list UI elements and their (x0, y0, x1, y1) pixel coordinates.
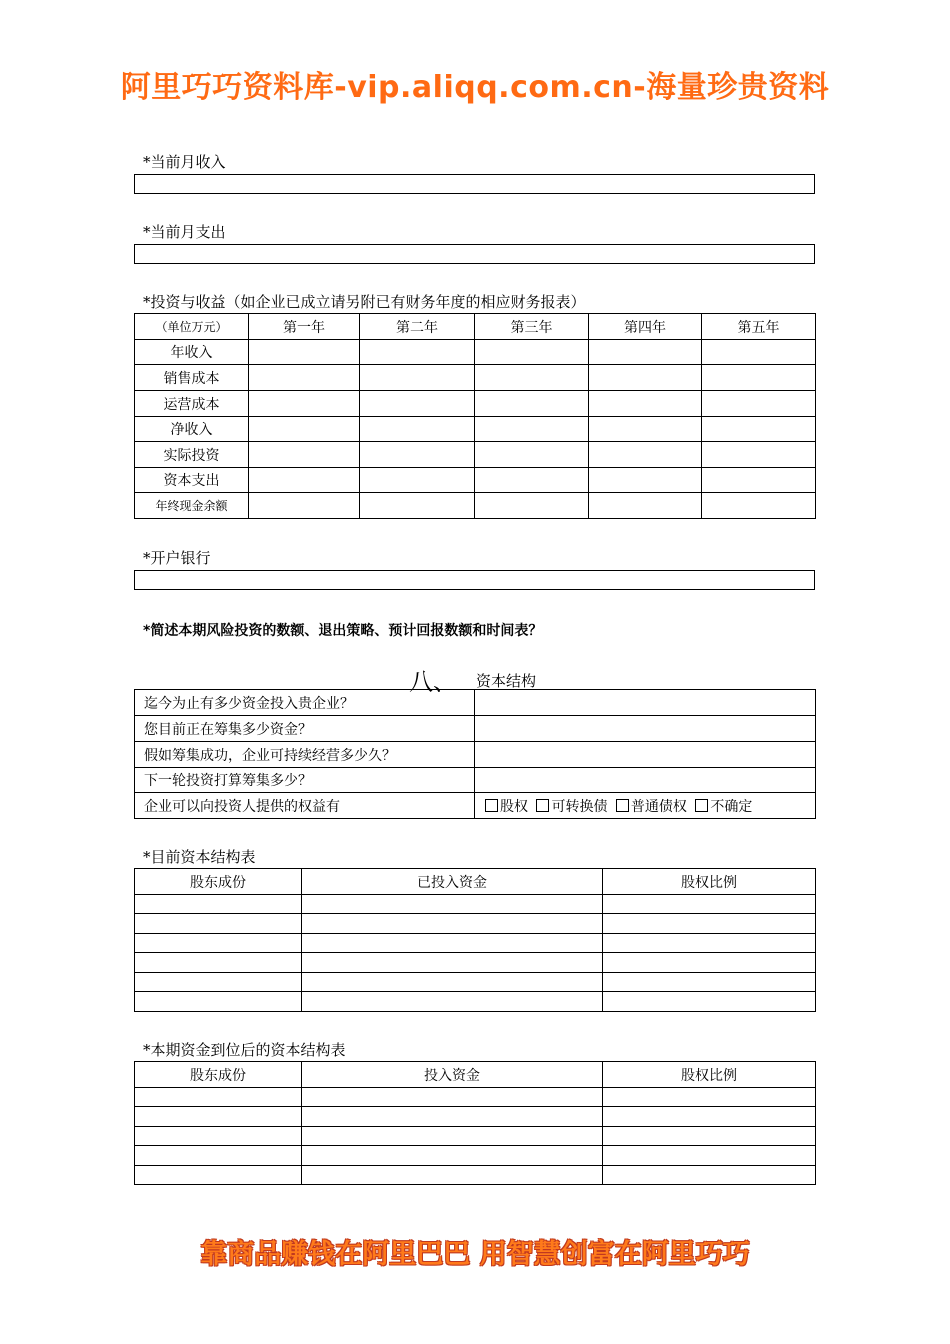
equity-options (475, 793, 816, 819)
cell[interactable] (475, 493, 589, 519)
cell[interactable] (302, 953, 603, 973)
row-label: 资本支出 (135, 468, 249, 493)
current-structure-table (134, 868, 816, 1012)
cell[interactable] (249, 493, 360, 519)
year-header: 第三年 (475, 314, 589, 340)
cell[interactable] (603, 1107, 816, 1127)
monthly-expense-label: *当前月支出 (143, 223, 226, 241)
question-cell: 假如筹集成功，企业可持续经营多少久？ (135, 742, 475, 768)
question-cell: 您目前正在筹集多少资金？ (135, 716, 475, 742)
section-title: 资本结构 (476, 672, 537, 690)
convertible-checkbox[interactable] (536, 799, 549, 812)
option-label: 不确定 (710, 798, 753, 815)
cell[interactable] (302, 1088, 603, 1107)
after-structure-table (134, 1061, 816, 1185)
cell[interactable] (135, 1088, 302, 1107)
cell[interactable] (249, 468, 360, 493)
cell[interactable] (249, 417, 360, 442)
cell[interactable] (135, 1166, 302, 1185)
cell[interactable] (135, 953, 302, 973)
section-number: 八、 (409, 668, 457, 696)
cell[interactable] (135, 914, 302, 934)
cell[interactable] (589, 468, 702, 493)
question-cell: 下一轮投资打算筹集多少？ (135, 768, 475, 793)
question-cell: 迄今为止有多少资金投入贵企业？ (135, 690, 475, 716)
after-structure-title: *本期资金到位后的资本结构表 (143, 1041, 346, 1059)
unit-cell: （单位万元） (135, 314, 249, 340)
bottom-banner: 靠商品赚钱在阿里巴巴 用智慧创富在阿里巧巧 (200, 1239, 750, 1270)
cell[interactable] (702, 340, 816, 365)
cell[interactable] (702, 442, 816, 468)
cell[interactable] (589, 417, 702, 442)
row-label: 年收入 (135, 340, 249, 365)
capital-structure-table (134, 689, 816, 819)
bank-label: *开户银行 (143, 549, 211, 567)
cell[interactable] (589, 493, 702, 519)
cell[interactable] (302, 914, 603, 934)
equity-checkbox[interactable] (485, 799, 498, 812)
cell[interactable] (475, 340, 589, 365)
year-header: 第五年 (702, 314, 816, 340)
cell[interactable] (249, 365, 360, 391)
cell[interactable] (249, 340, 360, 365)
bank-input[interactable] (134, 570, 815, 590)
header-cell: 股东成份 (135, 1062, 302, 1088)
cell[interactable] (603, 895, 816, 914)
cell[interactable] (135, 1146, 302, 1166)
cell[interactable] (135, 1107, 302, 1127)
row-label: 运营成本 (135, 391, 249, 417)
cell[interactable] (702, 391, 816, 417)
row-label: 实际投资 (135, 442, 249, 468)
cell[interactable] (302, 1166, 603, 1185)
cell[interactable] (360, 493, 475, 519)
cell[interactable] (302, 973, 603, 992)
year-header: 第四年 (589, 314, 702, 340)
option-label: 普通债权 (630, 798, 687, 815)
cell[interactable] (603, 914, 816, 934)
cell[interactable] (603, 1166, 816, 1185)
option-label: 可转换债 (551, 798, 608, 815)
cell[interactable] (589, 442, 702, 468)
cell[interactable] (360, 442, 475, 468)
cell[interactable] (249, 442, 360, 468)
cell[interactable] (475, 417, 589, 442)
monthly-income-input[interactable] (134, 174, 815, 194)
answer-cell[interactable] (475, 742, 816, 768)
cell[interactable] (302, 895, 603, 914)
cell[interactable] (135, 1127, 302, 1146)
investment-question: *简述本期风险投资的数额、退出策略、预计回报数额和时间表？ (143, 623, 543, 639)
cell[interactable] (360, 391, 475, 417)
cell[interactable] (475, 468, 589, 493)
cell[interactable] (475, 442, 589, 468)
undecided-checkbox[interactable] (695, 799, 708, 812)
monthly-expense-input[interactable] (134, 244, 815, 264)
answer-cell[interactable] (475, 716, 816, 742)
investment-title: *投资与收益（如企业已成立请另附已有财务年度的相应财务报表） (143, 293, 586, 311)
cell[interactable] (603, 934, 816, 953)
cell[interactable] (249, 391, 360, 417)
cell[interactable] (302, 1127, 603, 1146)
cell[interactable] (603, 953, 816, 973)
cell[interactable] (702, 365, 816, 391)
answer-cell[interactable] (475, 690, 816, 716)
cell[interactable] (302, 934, 603, 953)
header-cell: 投入资金 (302, 1062, 603, 1088)
answer-cell[interactable] (475, 768, 816, 793)
option-label: 股权 (500, 798, 528, 815)
monthly-income-label: *当前月收入 (143, 153, 226, 171)
cell[interactable] (360, 417, 475, 442)
cell[interactable] (475, 391, 589, 417)
cell[interactable] (360, 365, 475, 391)
cell[interactable] (360, 340, 475, 365)
top-banner: 阿里巧巧资料库-vip.aliqq.com.cn-海量珍贵资料 (120, 70, 830, 105)
current-structure-title: *目前资本结构表 (143, 848, 256, 866)
cell[interactable] (603, 1127, 816, 1146)
debt-checkbox[interactable] (616, 799, 629, 812)
cell[interactable] (603, 992, 816, 1012)
cell[interactable] (603, 1146, 816, 1166)
cell[interactable] (135, 934, 302, 953)
cell[interactable] (360, 468, 475, 493)
row-label: 净收入 (135, 417, 249, 442)
cell[interactable] (702, 468, 816, 493)
cell[interactable] (135, 973, 302, 992)
cell[interactable] (589, 391, 702, 417)
cell[interactable] (135, 895, 302, 914)
cell[interactable] (302, 1107, 603, 1127)
header-cell: 股权比例 (603, 1062, 816, 1088)
cell[interactable] (603, 973, 816, 992)
cell[interactable] (603, 1088, 816, 1107)
header-cell: 股权比例 (603, 869, 816, 895)
investment-table (134, 313, 816, 519)
cell[interactable] (589, 365, 702, 391)
cell[interactable] (302, 1146, 603, 1166)
row-label: 销售成本 (135, 365, 249, 391)
cell[interactable] (135, 992, 302, 1012)
row-label: 年终现金余额 (135, 493, 249, 519)
cell[interactable] (702, 417, 816, 442)
header-cell: 股东成份 (135, 869, 302, 895)
cell[interactable] (475, 365, 589, 391)
year-header: 第二年 (360, 314, 475, 340)
cell[interactable] (302, 992, 603, 1012)
question-cell: 企业可以向投资人提供的权益有 (135, 793, 475, 819)
header-cell: 已投入资金 (302, 869, 603, 895)
cell[interactable] (702, 493, 816, 519)
year-header: 第一年 (249, 314, 360, 340)
cell[interactable] (589, 340, 702, 365)
